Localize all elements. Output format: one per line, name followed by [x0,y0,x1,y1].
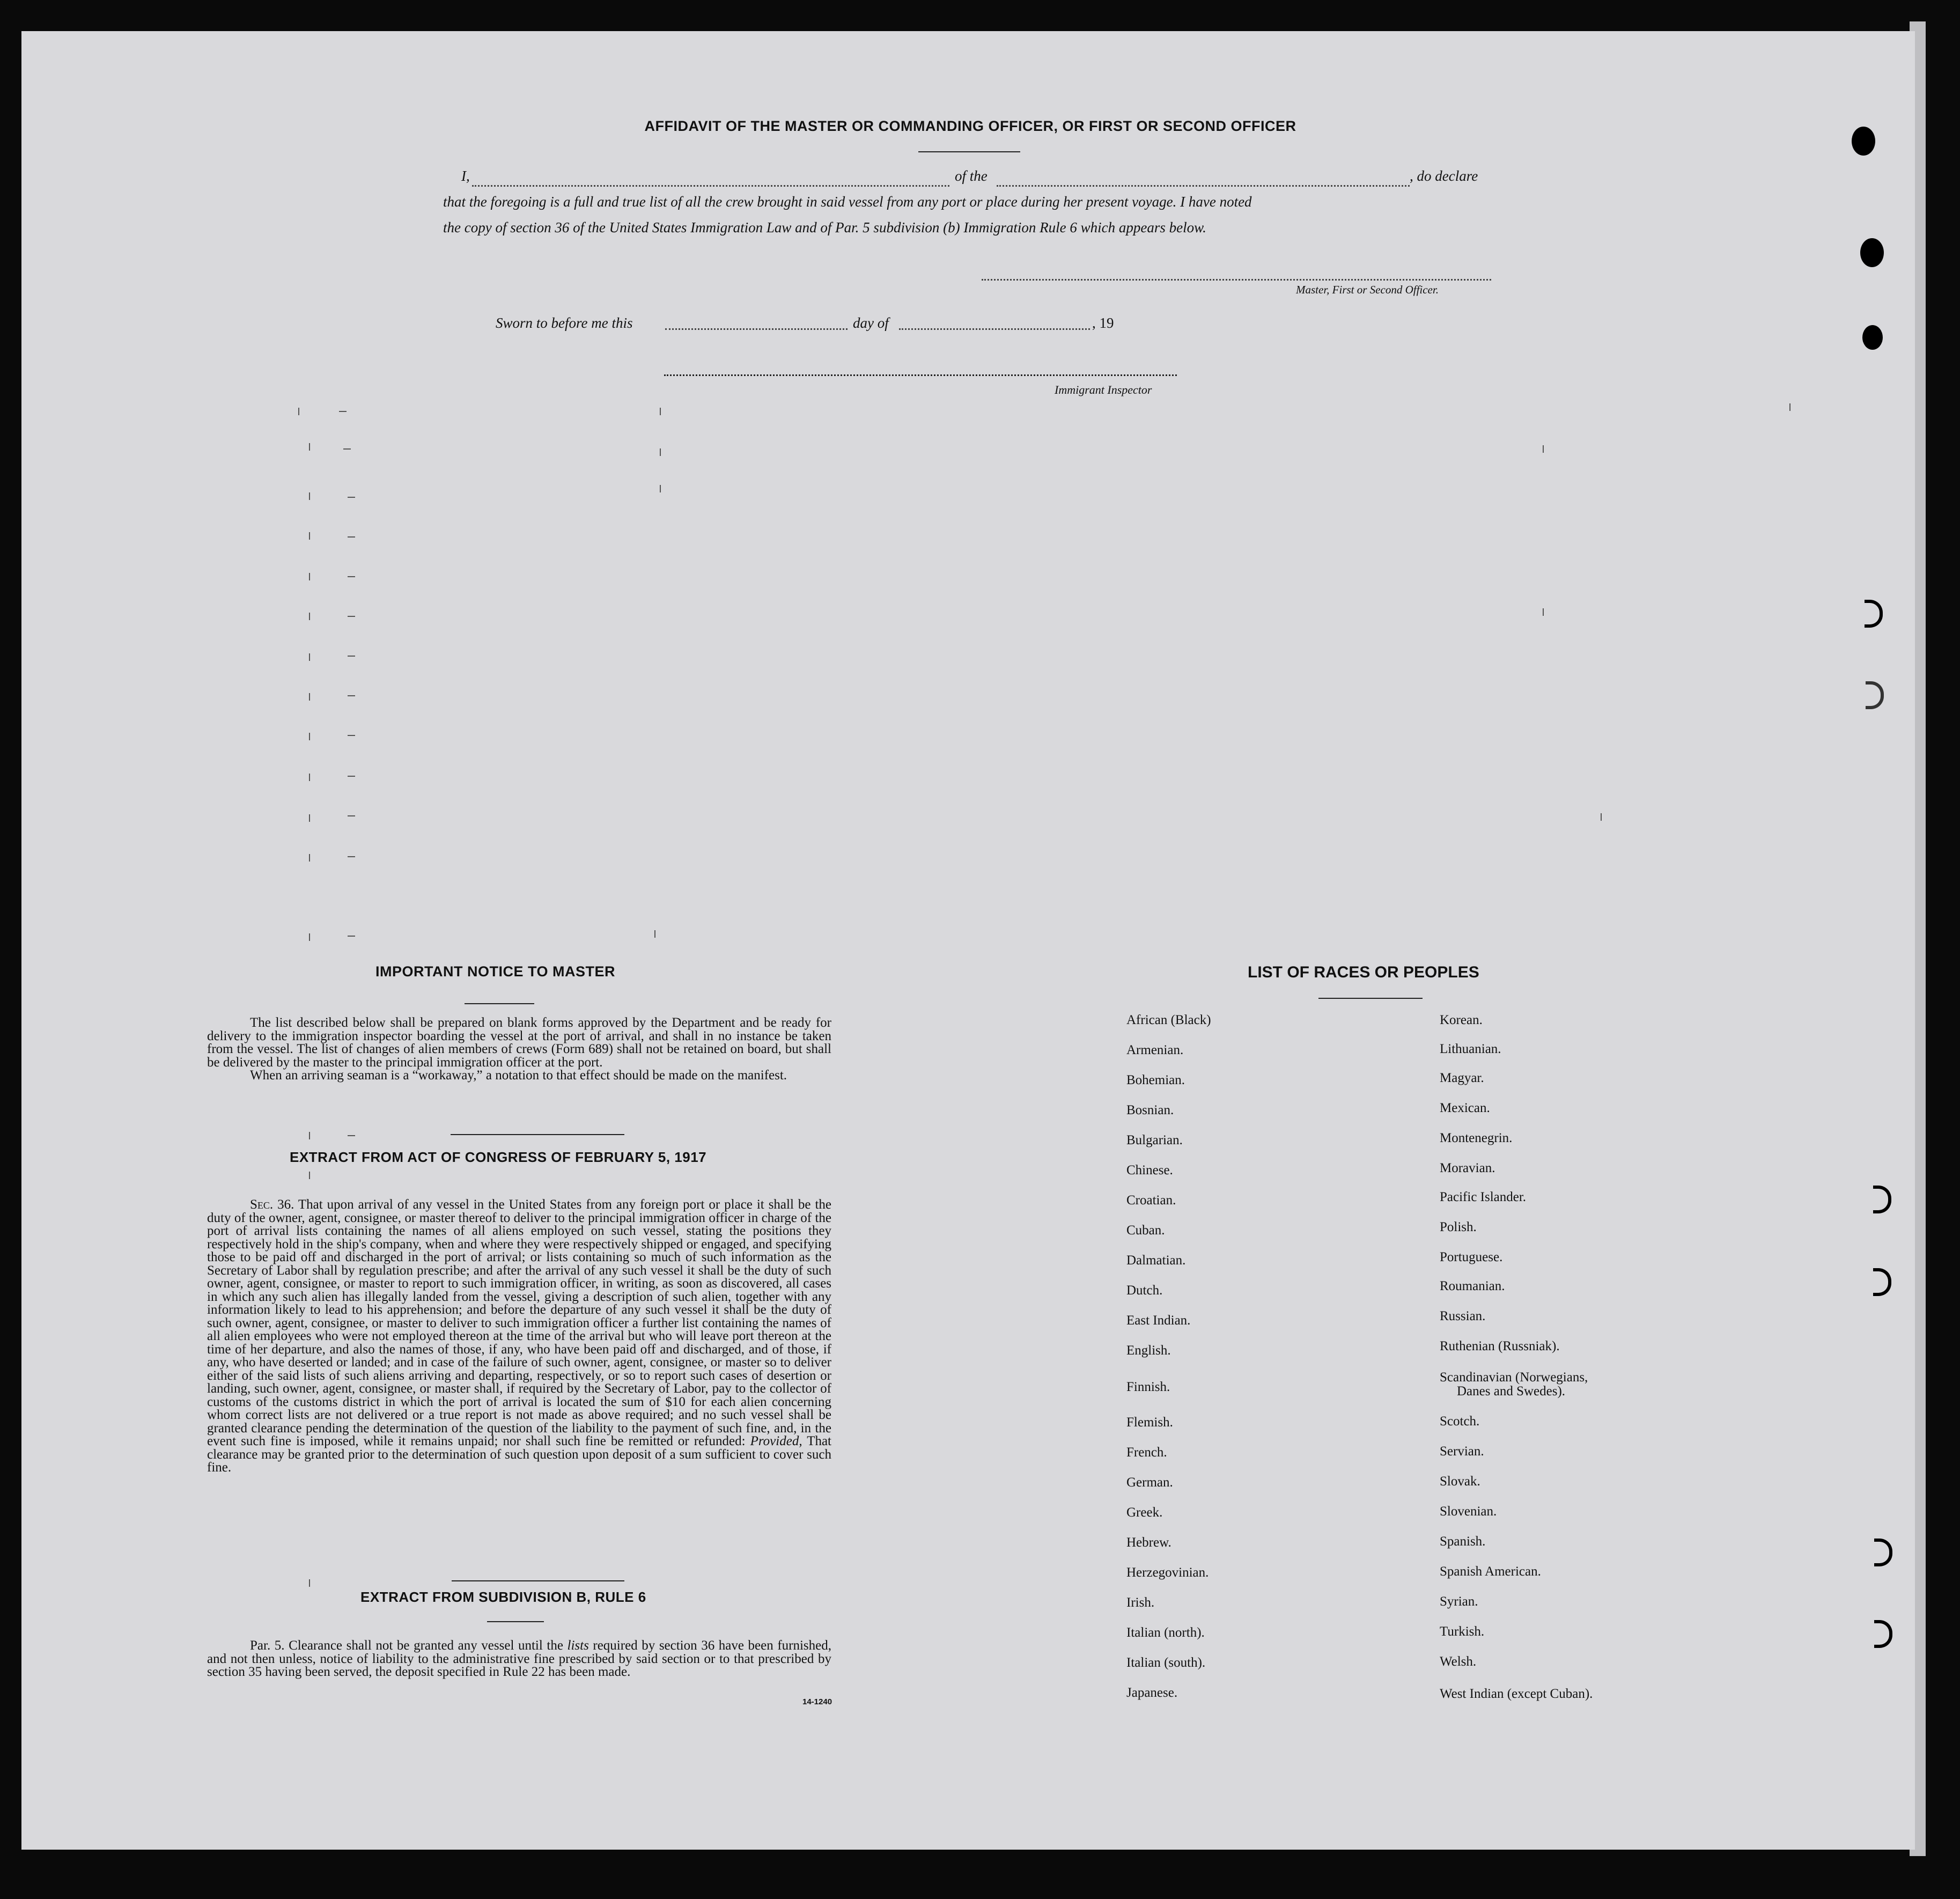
notice-title: IMPORTANT NOTICE TO MASTER [375,963,615,980]
race-item: Moravian. [1440,1161,1495,1175]
par-5-text-a: Par. 5. Clearance shall not be granted any vessel until the [250,1638,563,1653]
inspector-label: Immigrant Inspector [1055,383,1152,396]
rule-title-underline [487,1621,544,1622]
race-item: Bosnian. [1126,1103,1174,1117]
punch-hole [1852,127,1875,156]
race-item: Flemish. [1126,1415,1173,1430]
sworn-day-of: day of [853,315,889,331]
race-item: East Indian. [1126,1313,1191,1328]
document-page [21,31,1915,1850]
race-item: Spanish. [1440,1534,1486,1549]
sworn-month-field[interactable] [899,328,1090,330]
race-item: Dutch. [1126,1283,1163,1298]
vessel-name-field[interactable] [997,185,1410,187]
race-item: English. [1126,1343,1171,1358]
act-extract-title: EXTRACT FROM ACT OF CONGRESS OF FEBRUARY 5, 1917 [290,1149,707,1165]
race-item: African (Black) [1126,1013,1211,1027]
declarant-name-field[interactable] [472,185,949,187]
race-item: Danes and Swedes). [1457,1384,1566,1399]
race-item: Russian. [1440,1309,1486,1323]
declare-suffix: , do declare [1410,168,1478,184]
race-item: Japanese. [1126,1685,1178,1700]
inspector-signature-field[interactable] [664,374,1177,376]
section-label: Sec. 36. [250,1197,294,1212]
form-number: 14-1240 [802,1697,832,1706]
race-item: Slovenian. [1440,1504,1497,1519]
notice-body [207,1017,831,1083]
race-item: Herzegovinian. [1126,1565,1209,1580]
race-item: Ruthenian (Russniak). [1440,1339,1560,1353]
punch-hole [1862,325,1883,350]
race-item: Finnish. [1126,1380,1170,1394]
race-item: Bohemian. [1126,1073,1185,1087]
section-36-paragraph [207,1198,831,1475]
declarant-prefix: I, [461,168,470,184]
race-item: Servian. [1440,1444,1484,1459]
race-item: West Indian (except Cuban). [1440,1687,1593,1701]
race-item: German. [1126,1475,1173,1490]
race-item: Korean. [1440,1013,1483,1027]
race-item: Spanish American. [1440,1564,1541,1579]
race-item: Pacific Islander. [1440,1190,1527,1204]
vessel-prefix: of the [955,168,988,184]
race-item: Scotch. [1440,1414,1480,1429]
races-title-underline [1318,998,1423,999]
rule-extract-title: EXTRACT FROM SUBDIVISION B, RULE 6 [360,1589,646,1605]
race-item: Polish. [1440,1220,1477,1234]
race-item: Portuguese. [1440,1250,1503,1264]
act-extract-body [207,1198,831,1475]
provided-word: Provided, [750,1434,802,1448]
race-item: Slovak. [1440,1474,1480,1489]
race-item: Scandinavian (Norwegians, [1440,1370,1588,1385]
affidavit-title: AFFIDAVIT OF THE MASTER OR COMMANDING OFFICER, OR FIRST OR SECOND OFFICER [644,118,1296,134]
section-divider [452,1580,624,1581]
title-underline [918,151,1020,152]
notice-paragraph-1: The list described below shall be prepared on blank forms approved by the Department and be ready for delivery to the immigration inspector boarding the vessel at the port of arrival, and shall in no instance be taken from the vessel. The list of changes of alien members of crews (Form 689) shall not be retained on board, but shall be delivered by the master to the principal immigration officer at the port. [207,1015,831,1070]
race-item: Cuban. [1126,1223,1165,1238]
race-item: Armenian. [1126,1043,1184,1057]
declaration-line-3: the copy of section 36 of the United States Immigration Law and of Par. 5 subdivision (b) Immigration Rule 6 which appears below. [443,219,1206,235]
race-item: French. [1126,1445,1167,1460]
section-36-text: That upon arrival of any vessel in the United States from any foreign port or place it shall be the duty of the owner, agent, consignee, or master thereof to deliver to the principal immigration officer in charge of the port of arrival lists containing the names of all aliens employed on such vessel, stating the positions they respectively hold in the ship's company, when and where they were respectively shipped or engaged, and specifying those to be paid off and discharged in the port of arrival; or lists containing so much of such information as the Secretary of Labor shall by regulation prescribe; and after the arrival of any such vessel it shall be the duty of such owner, agent, consignee, or master to report to such immigration officer, in writing, as soon as discovered, all cases in which any such alien has illegally landed from the vessel, giving a description of such alien, together with any information likely to lead to his apprehension; and before the departure of any such vessel it shall be the duty of such owner, agent, consignee, or master to deliver to such immigration officer a further list containing the names of all alien employees who were not employed thereon at the time of the arrival but who will leave port thereon at the time of her departure, and also the names of those, if any, who have been paid off and discharged, and of those, if any, who have deserted or landed; and in case of the failure of such owner, agent, consignee, or master so to deliver either of the said lists of such aliens arriving and departing, respectively, or so to report such cases of desertion or landing, such owner, agent, consignee, or master shall, if required by the Secretary of Labor, pay to the collector of customs of the customs district in which the port of arrival is located the sum of $10 for each alien concerning whom correct lists are not delivered or a true report is not made as above required; and no such vessel shall be granted clearance pending the determination of the question of the liability to the payment of such fine, and, in the event such fine is imposed, while it remains unpaid; nor shall such fine be remitted or refunded: [207,1197,831,1448]
race-item: Hebrew. [1126,1535,1171,1550]
race-item: Irish. [1126,1595,1155,1610]
race-item: Syrian. [1440,1594,1478,1609]
sworn-day-field[interactable] [665,328,848,330]
sworn-year: , 19 [1092,315,1114,331]
section-36-text-end: That clearance may be granted prior to the determination of such question upon deposit of a sum sufficient to cover such fine. [207,1434,832,1475]
rule-extract-body [207,1639,831,1679]
lists-word: lists [567,1638,589,1653]
race-item: Welsh. [1440,1654,1477,1669]
master-signature-field[interactable] [982,279,1491,281]
race-item: Montenegrin. [1440,1131,1513,1145]
race-item: Roumanian. [1440,1279,1505,1293]
par-5-text-b: required by section 36 have been furnished, and not then unless, notice of liability to the administrative fine prescribed by said section or to that prescribed by section 35 having been served, the deposit specified in Rule 22 has been made. [207,1638,831,1679]
race-item: Italian (north). [1126,1625,1205,1640]
race-item: Turkish. [1440,1624,1485,1639]
race-item: Italian (south). [1126,1655,1206,1670]
race-item: Bulgarian. [1126,1133,1183,1147]
par-5-paragraph [207,1639,831,1679]
notice-paragraph-2: When an arriving seaman is a “workaway,” a notation to that effect should be made on the manifest. [250,1068,787,1083]
race-item: Mexican. [1440,1101,1490,1115]
race-item: Magyar. [1440,1071,1484,1085]
race-item: Chinese. [1126,1163,1173,1177]
master-signature-label: Master, First or Second Officer. [1296,283,1439,296]
race-item: Croatian. [1126,1193,1176,1208]
race-item: Greek. [1126,1505,1163,1520]
sworn-prefix: Sworn to before me this [496,315,633,331]
declaration-line-2: that the foregoing is a full and true list of all the crew brought in said vessel from any port or place during her present voyage. I have noted [443,194,1252,210]
section-divider [451,1134,624,1135]
race-item: Lithuanian. [1440,1042,1501,1056]
punch-hole [1860,238,1884,267]
races-title: LIST OF RACES OR PEOPLES [1248,963,1479,981]
notice-underline [465,1003,534,1004]
race-item: Dalmatian. [1126,1253,1186,1268]
